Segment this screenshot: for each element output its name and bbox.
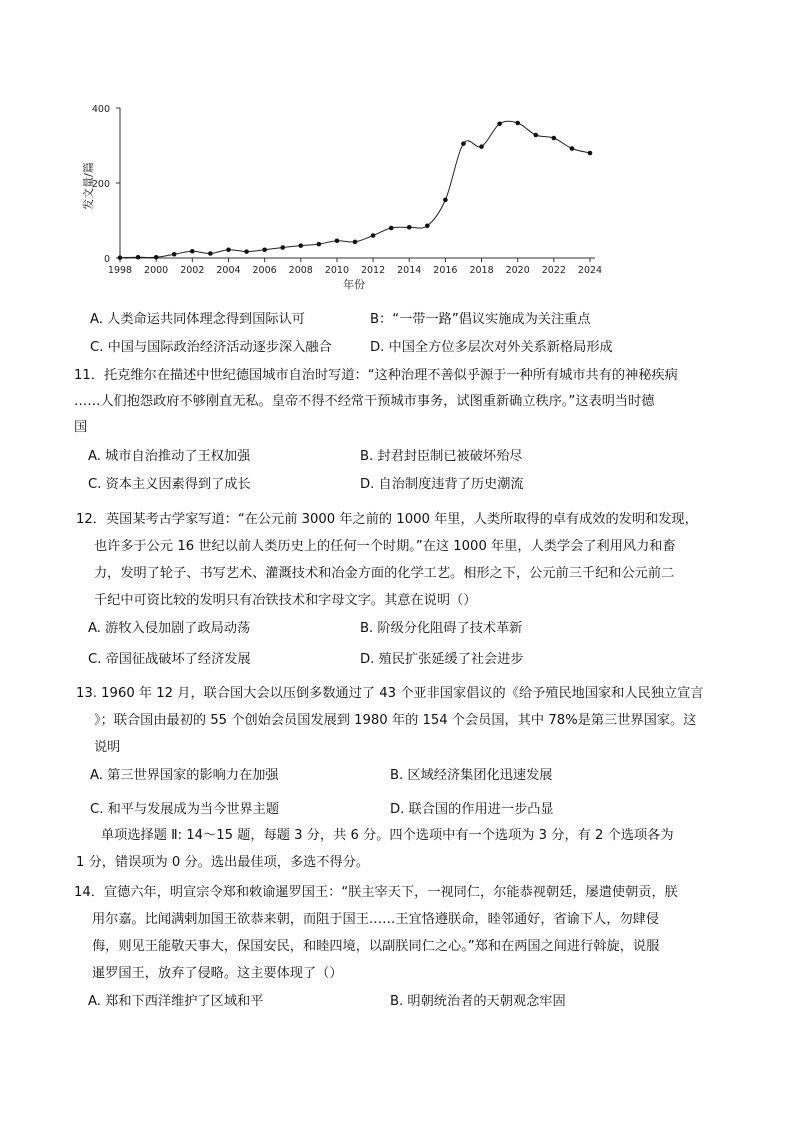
series-line bbox=[120, 121, 590, 257]
q13-option-a: A. 第三世界国家的影响力在加强 bbox=[90, 768, 279, 783]
q12-option-a: A. 游牧入侵加剧了政局动荡 bbox=[88, 621, 251, 636]
q11-stem-line-1: 11．托克维尔在描述中世纪德国城市自治时写道：“这种治理不善似乎源于一种所有城市共有的神秘疾病 bbox=[74, 368, 678, 383]
data-point bbox=[515, 121, 520, 126]
data-point bbox=[570, 146, 575, 151]
data-point bbox=[262, 247, 267, 252]
y-axis-label: 发文量/篇 bbox=[82, 162, 95, 210]
q10-option-c: C. 中国与国际政治经济活动逐步深入融合 bbox=[90, 340, 332, 355]
data-point bbox=[407, 225, 412, 230]
data-point bbox=[552, 136, 557, 141]
data-point bbox=[335, 238, 340, 243]
q14-stem-line-1: 14．宣德六年，明宣宗令郑和敕谕暹罗国王：“朕主宰天下，一视同仁，尔能恭视朝廷，屡遣使朝贡，朕 bbox=[74, 885, 678, 900]
data-point bbox=[317, 242, 322, 247]
q14-stem-line-3: 侮，则见王能敬天事大，保国安民，和睦四境，以副朕同仁之心。”郑和在两国之间进行斡旋，说服 bbox=[92, 939, 660, 954]
data-point bbox=[190, 249, 195, 254]
q13-option-b: B. 区域经济集团化迅速发展 bbox=[390, 768, 553, 783]
q13-option-d: D. 联合国的作用进一步凸显 bbox=[390, 802, 554, 817]
q11-option-c: C. 资本主义因素得到了成长 bbox=[88, 477, 251, 492]
q12-option-c: C. 帝国征战破坏了经济发展 bbox=[88, 652, 251, 667]
x-axis bbox=[108, 258, 602, 291]
data-point bbox=[389, 226, 394, 231]
section-instructions-line-2: 1 分，错误项为 0 分。选出最佳项，多选不得分。 bbox=[76, 855, 370, 870]
x-tick-label: 2022 bbox=[541, 265, 566, 276]
data-point bbox=[136, 255, 141, 260]
data-point bbox=[154, 255, 159, 260]
x-tick-label: 2008 bbox=[288, 265, 313, 276]
data-point bbox=[118, 255, 123, 260]
q11-option-d: D. 自治制度违背了历史潮流 bbox=[360, 477, 524, 492]
q11-option-a: A. 城市自治推动了王权加强 bbox=[88, 449, 251, 464]
data-point bbox=[461, 141, 466, 146]
q12-stem-line-2: 也许多于公元 16 世纪以前人类历史上的任何一个时期。”在这 1000 年里，人类学会了利用风力和畜 bbox=[94, 539, 676, 554]
data-point bbox=[371, 233, 376, 238]
x-tick-label: 2016 bbox=[433, 265, 458, 276]
q12-option-b: B. 阶级分化阻碍了技术革新 bbox=[360, 621, 523, 636]
data-point bbox=[443, 198, 448, 203]
x-tick-label: 2020 bbox=[505, 265, 530, 276]
data-point bbox=[425, 223, 430, 228]
x-tick-label: 2002 bbox=[180, 265, 205, 276]
q10-option-b: B：“一带一路”倡议实施成为关注重点 bbox=[370, 312, 591, 327]
q11-stem-line-3: 国 bbox=[74, 420, 88, 435]
q12-stem-line-4: 千纪中可资比较的发明只有冶铁技术和字母文字。其意在说明（） bbox=[94, 593, 477, 608]
x-axis-label: 年份 bbox=[343, 278, 365, 291]
q13-stem-line-2: 》；联合国由最初的 55 个创始会员国发展到 1980 年的 154 个会员国，其中 78%是第三世界国家。这 bbox=[94, 713, 697, 728]
q13-option-c: C. 和平与发展成为当今世界主题 bbox=[90, 802, 280, 817]
x-tick-label: 2024 bbox=[577, 265, 603, 276]
data-point bbox=[497, 121, 502, 126]
data-point bbox=[533, 133, 538, 138]
q10-option-d: D. 中国全方位多层次对外关系新格局形成 bbox=[370, 340, 613, 355]
publication-chart bbox=[70, 96, 610, 296]
q14-option-b: B. 明朝统治者的天朝观念牢固 bbox=[390, 994, 566, 1009]
data-point bbox=[280, 245, 285, 250]
y-tick-label: 0 bbox=[103, 254, 110, 265]
q14-stem-line-2: 用尔嘉。比闻满剌加国王欲恭来朝，而阻于国王……王宜恪遵朕命，睦邻通好，省谕下人，勿肆侵 bbox=[92, 912, 660, 927]
data-point bbox=[479, 144, 484, 149]
q13-stem-line-3: 说明 bbox=[94, 740, 121, 755]
q12-stem-line-1: 12．英国某考古学家写道：“在公元前 3000 年之前的 1000 年里，人类所取得的卓有成效的发明和发现， bbox=[76, 512, 698, 527]
x-tick-label: 2004 bbox=[216, 265, 241, 276]
q14-option-a: A. 郑和下西洋维护了区域和平 bbox=[88, 994, 264, 1009]
q11-option-b: B. 封君封臣制已被破坏殆尽 bbox=[360, 449, 523, 464]
data-point bbox=[588, 151, 593, 156]
q12-option-d: D. 殖民扩张延缓了社会进步 bbox=[360, 652, 524, 667]
x-tick-label: 1998 bbox=[107, 265, 133, 276]
x-tick-label: 2012 bbox=[360, 265, 386, 276]
data-point bbox=[208, 251, 213, 256]
data-point bbox=[172, 252, 177, 257]
x-tick-label: 2010 bbox=[324, 265, 350, 276]
y-tick-label: 400 bbox=[91, 104, 110, 115]
data-point bbox=[244, 249, 249, 254]
data-point bbox=[226, 247, 231, 252]
q10-option-a: A. 人类命运共同体理念得到国际认可 bbox=[90, 312, 305, 327]
q11-stem-line-2: ……人们抱怨政府不够刚直无私。皇帝不得不经常干预城市事务，试图重新确立秩序。”这表明当时德 bbox=[74, 394, 655, 409]
data-point bbox=[353, 240, 358, 245]
q13-stem-line-1: 13. 1960 年 12 月，联合国大会以压倒多数通过了 43 个亚非国家倡议的《给予殖民地国家和人民独立宣言 bbox=[76, 686, 704, 701]
y-tick-label: 200 bbox=[91, 179, 110, 190]
section-instructions-line-1: 单项选择题 Ⅱ: 14～15 题，每题 3 分，共 6 分。四个选项中有一个选项为 3 分，有 2 个选项各为 bbox=[101, 828, 674, 843]
data-point bbox=[298, 243, 303, 248]
q12-stem-line-3: 力，发明了轮子、书写艺术、灌溉技术和冶金方面的化学工艺。相形之下，公元前三千纪和公元前二 bbox=[94, 566, 675, 581]
y-axis bbox=[81, 104, 120, 265]
x-tick-label: 2014 bbox=[397, 265, 422, 276]
x-tick-label: 2000 bbox=[144, 265, 169, 276]
q14-stem-line-4: 暹罗国王，放弃了侵略。这主要体现了（） bbox=[92, 966, 343, 981]
x-tick-label: 2006 bbox=[252, 265, 277, 276]
x-tick-label: 2018 bbox=[469, 265, 494, 276]
